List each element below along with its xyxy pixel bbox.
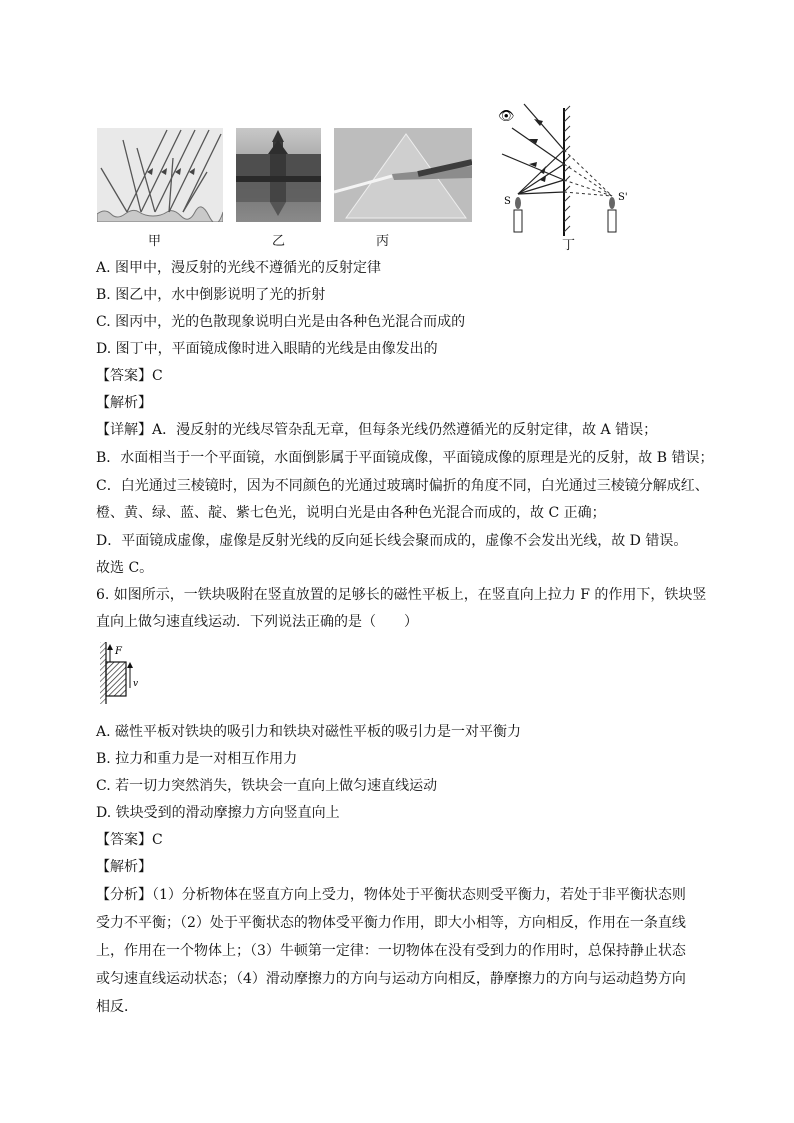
q6-option-a: A. 磁性平板对铁块的吸引力和铁块对磁性平板的吸引力是一对平衡力 (96, 724, 522, 740)
figure-label-ding: 丁 (562, 238, 576, 253)
figure-yi (236, 128, 321, 222)
q6-option-c: C. 若一切力突然消失，铁块会一直向上做匀速直线运动 (96, 778, 438, 794)
q5-detail-line: C．白光通过三棱镜时，因为不同颜色的光通过玻璃时偏折的角度不同，白光通过三棱镜分解成红、 (96, 478, 709, 494)
q6-option-d: D. 铁块受到的滑动摩擦力方向竖直向上 (96, 805, 340, 821)
q6-analysis-line: 【分析】（1）分析物体在竖直方向上受力，物体处于平衡状态则受平衡力，若处于非平衡状态则 (96, 887, 686, 903)
q6-stem-line: 6. 如图所示，一铁块吸附在竖直放置的足够长的磁性平板上，在竖直向上拉力 F 的作用下，铁块竖 (96, 587, 707, 603)
diffuse-reflection-diagram (97, 128, 223, 222)
q5-detail-line: D．平面镜成虚像，虚像是反射光线的反向延长线会聚而成的，虚像不会发出光线，故 D 错误。 (96, 533, 688, 549)
q5-conclusion: 故选 C。 (96, 560, 154, 576)
q5-detail-line: 【详解】A．漫反射的光线尽管杂乱无章，但每条光线仍然遵循光的反射定律，故 A 错误； (96, 422, 658, 438)
q6-analysis-line: 相反． (96, 999, 138, 1015)
figure-bing (334, 128, 472, 222)
q6-stem-line: 直向上做匀速直线运动．下列说法正确的是（ ） (96, 614, 418, 630)
q5-option-c: C. 图丙中，光的色散现象说明白光是由各种色光混合而成的 (96, 314, 466, 330)
q6-analysis-line: 上，作用在一个物体上；（3）牛顿第一定律：一切物体在没有受到力的作用时，总保持静止状态 (96, 943, 686, 959)
q5-analysis-title: 【解析】 (96, 395, 152, 411)
q6-analysis-line: 或匀速直线运动状态；（4）滑动摩擦力的方向与运动方向相反，静摩擦力的方向与运动趋势方向 (96, 971, 686, 987)
figure-label-yi: 乙 (272, 234, 286, 249)
q6-option-b: B. 拉力和重力是一对相互作用力 (96, 751, 298, 767)
figure-jia (97, 128, 223, 222)
q6-figure-magnetic-plate (96, 640, 156, 706)
q5-option-b: B. 图乙中，水中倒影说明了光的折射 (96, 287, 326, 303)
eye-icon: 👁 (498, 109, 515, 124)
q6-analysis-title: 【解析】 (96, 859, 152, 875)
prism-dispersion-photo (334, 128, 472, 222)
q5-option-d: D. 图丁中，平面镜成像时进入眼睛的光线是由像发出的 (96, 341, 438, 357)
q5-detail-line: 橙、黄、绿、蓝、靛、紫七色光，说明白光是由各种色光混合而成的，故 C 正确； (96, 505, 606, 521)
figure-label-bing: 丙 (376, 234, 390, 249)
pagoda-reflection-photo (236, 128, 321, 222)
q5-detail-line: B．水面相当于一个平面镜，水面倒影属于平面镜成像，平面镜成像的原理是光的反射，故 B 错误； (96, 450, 714, 466)
label-force-f: F (115, 646, 122, 657)
q5-answer: 【答案】C (96, 368, 163, 384)
figure-ding-plane-mirror (494, 100, 644, 250)
figure-label-jia: 甲 (148, 234, 162, 249)
label-s: S (504, 196, 511, 207)
label-s-prime: S' (618, 192, 628, 203)
label-velocity-v: v (133, 679, 139, 689)
q6-analysis-line: 受力不平衡；（2）处于平衡状态的物体受平衡力作用，即大小相等，方向相反，作用在一条直线 (96, 915, 686, 931)
q6-answer: 【答案】C (96, 832, 163, 848)
q5-option-a: A. 图甲中，漫反射的光线不遵循光的反射定律 (96, 260, 382, 276)
